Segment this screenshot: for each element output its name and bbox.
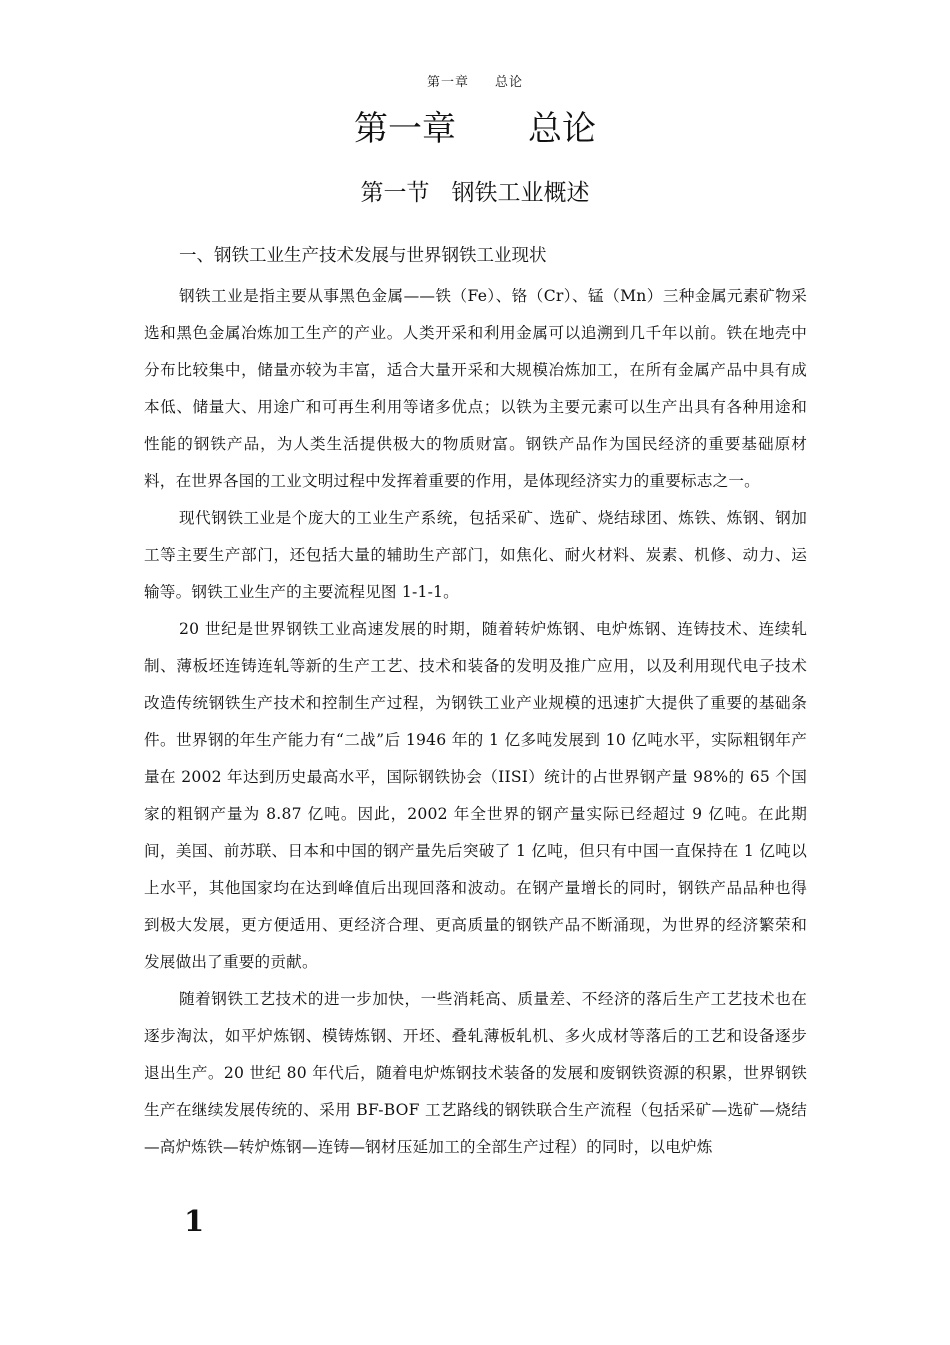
paragraph: 钢铁工业是指主要从事黑色金属——铁（Fe）、铬（Cr）、锰（Mn）三种金属元素矿物采选和黑色金属冶炼加工生产的产业。人类开采和利用金属可以追溯到几千年以前。铁在地壳中分布比较集中，储量亦较为丰富，适合大量开采和大规模冶炼加工，在所有金属产品中具有成本低、储量大、用途广和可再生利用等诸多优点；以铁为主要元素可以生产出具有各种用途和性能的钢铁产品，为人类生活提供极大的物质财富。钢铁产品作为国民经济的重要基础原材料，在世界各国的工业文明过程中发挥着重要的作用，是体现经济实力的重要标志之一。 bbox=[144, 287, 807, 490]
page-number: 1 bbox=[184, 1204, 205, 1238]
page-number-shadow: 1 bbox=[194, 1218, 217, 1257]
subsection-title: 一、钢铁工业生产技术发展与世界钢铁工业现状 bbox=[179, 246, 547, 266]
chapter-title bbox=[0, 101, 950, 150]
chapter-name: 总论 bbox=[528, 109, 596, 149]
section-title bbox=[0, 174, 950, 207]
paragraph: 20 世纪是世界钢铁工业高速发展的时期，随着转炉炼钢、电炉炼钢、连铸技术、连续轧制、薄板坯连铸连轧等新的生产工艺、技术和装备的发明及推广应用，以及利用现代电子技术改造传统钢铁生产技术和控制生产过程，为钢铁工业产业规模的迅速扩大提供了重要的基础条件。世界钢的年生产能力有“二战”后 1946 年的 1 亿多吨发展到 10 亿吨水平，实际粗钢年产量在 2002 年达到历史最高水平，国际钢铁协会（IISI）统计的占世界钢产量 98%的 65 个国家的粗钢产量为 8.87 亿吨。因此，2002 年全世界的钢产量实际已经超过 9 亿吨。在此期间，美国、前苏联、日本和中国的钢产量先后突破了 1 亿吨，但只有中国一直保持在 1 亿吨以上水平，其他国家均在达到峰值后出现回落和波动。在钢产量增长的同时，钢铁产品品种也得到极大发展，更方便适用、更经济合理、更高质量的钢铁产品不断涌现，为世界的经济繁荣和发展做出了重要的贡献。 bbox=[144, 620, 807, 971]
body-text bbox=[144, 278, 807, 1166]
paragraph: 随着钢铁工艺技术的进一步加快，一些消耗高、质量差、不经济的落后生产工艺技术也在逐步淘汰，如平炉炼钢、模铸炼钢、开坯、叠轧薄板轧机、多火成材等落后的工艺和设备逐步退出生产。20 世纪 80 年代后，随着电炉炼钢技术装备的发展和废钢铁资源的积累，世界钢铁生产在继续发展传统的、采用 BF-BOF 工艺路线的钢铁联合生产流程（包括采矿—选矿—烧结—高炉炼铁—转炉炼钢—连铸—钢材压延加工的全部生产过程）的同时，以电炉炼 bbox=[144, 990, 807, 1156]
running-header bbox=[0, 71, 950, 90]
running-header-title: 总论 bbox=[495, 75, 524, 90]
section-name: 钢铁工业概述 bbox=[451, 180, 590, 206]
section-number: 第一节 bbox=[360, 180, 430, 206]
running-header-chapter: 第一章 bbox=[426, 75, 469, 90]
paragraph: 现代钢铁工业是个庞大的工业生产系统，包括采矿、选矿、烧结球团、炼铁、炼钢、钢加工等主要生产部门，还包括大量的辅助生产部门，如焦化、耐火材料、炭素、机修、动力、运输等。钢铁工业生产的主要流程见图 1-1-1。 bbox=[144, 509, 807, 601]
chapter-number: 第一章 bbox=[354, 109, 456, 149]
